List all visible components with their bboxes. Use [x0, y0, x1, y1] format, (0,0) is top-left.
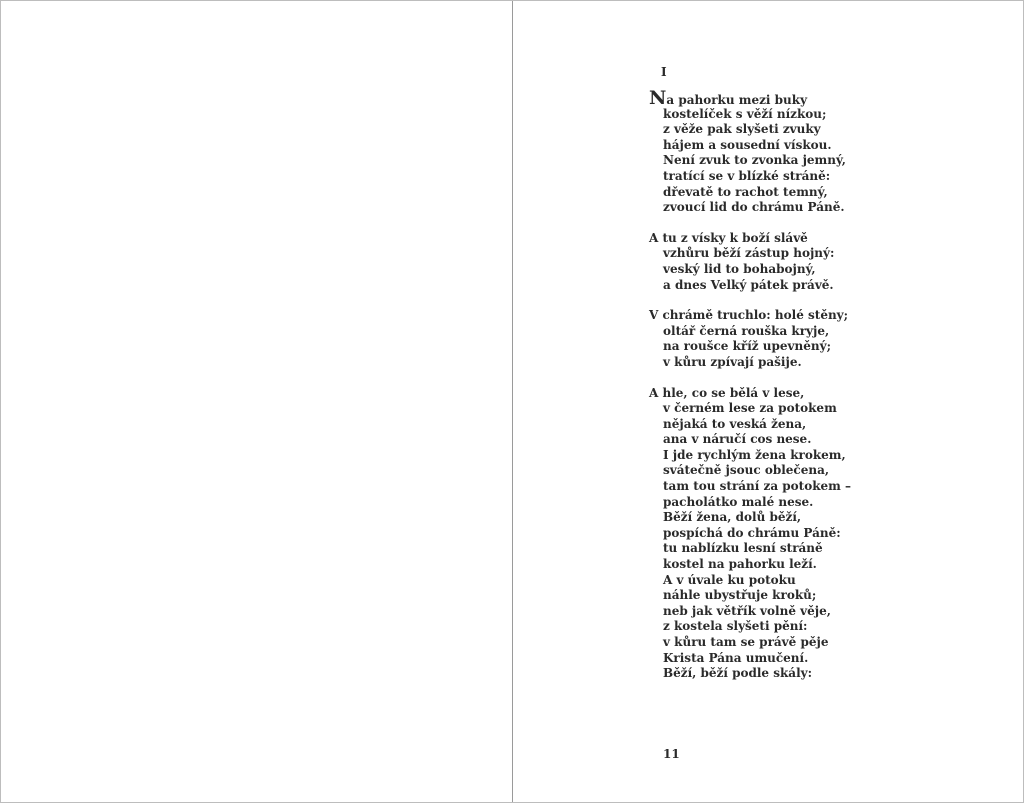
poem-line-text: tu nablízku lesní stráně [663, 541, 823, 556]
stanza [649, 87, 851, 216]
poem-line-text: oltář černá rouška kryje, [663, 323, 830, 338]
poem-line [649, 479, 851, 495]
poem-line [649, 169, 851, 185]
poem-line-text: V chrámě truchlo: holé stěny; [649, 308, 849, 323]
poem-line-text: a dnes Velký pátek právě. [663, 277, 834, 292]
poem-line [649, 495, 851, 511]
poem-line [649, 619, 851, 635]
poem-line-text: náhle ubystřuje kroků; [663, 588, 817, 603]
poem-line [649, 573, 851, 589]
poem-line-text: Běží, běží podle skály: [663, 666, 813, 681]
poem-line-text: dřevatě to rachot temný, [663, 184, 828, 199]
poem-line-text: pospíchá do chrámu Páně: [663, 525, 841, 540]
section-number: I [661, 65, 667, 79]
poem-line [649, 651, 851, 667]
poem-line [649, 448, 851, 464]
poem-line [649, 666, 851, 682]
poem-line [649, 355, 851, 371]
poem-line-text: kostel na pahorku leží. [663, 557, 817, 572]
poem-line [649, 541, 851, 557]
stanza [649, 308, 851, 370]
poem-line [649, 262, 851, 278]
stanza [649, 231, 851, 293]
poem-line-text: A hle, co se bělá v lese, [649, 385, 805, 400]
poem-line-text: vzhůru běží zástup hojný: [663, 246, 835, 261]
poem-line [649, 463, 851, 479]
poem-line-text: v černém lese za potokem [663, 401, 837, 416]
stanza [649, 386, 851, 682]
poem-line [649, 153, 851, 169]
right-page [513, 1, 1023, 802]
drop-cap: N [649, 87, 667, 109]
poem [649, 65, 851, 697]
poem-line [649, 200, 851, 216]
poem-line [649, 557, 851, 573]
left-page [1, 1, 512, 802]
poem-line-text: hájem a sousední vískou. [663, 137, 832, 152]
poem-line [649, 278, 851, 294]
poem-line [649, 432, 851, 448]
poem-line-text: tratící se v blízké stráně: [663, 168, 831, 183]
poem-line [649, 308, 851, 324]
poem-line [649, 604, 851, 620]
poem-line [649, 87, 851, 109]
poem-line [649, 138, 851, 154]
poem-line-text: Běží žena, dolů běží, [663, 510, 802, 525]
poem-line [649, 107, 851, 123]
stanzas [649, 87, 852, 682]
poem-line-text: v kůru tam se právě pěje [663, 635, 829, 649]
poem-line-text: nějaká to veská žena, [663, 416, 807, 431]
poem-line [649, 401, 851, 417]
poem-line-text: I jde rychlým žena krokem, [663, 447, 846, 462]
poem-line [649, 386, 851, 402]
poem-line-text: kostelíček s věží nízkou; [663, 106, 827, 121]
poem-line-text: tam tou strání za potokem – [663, 479, 852, 494]
poem-line [649, 417, 851, 433]
poem-line-text: veský lid to bohabojný, [663, 261, 816, 276]
poem-line [649, 231, 851, 247]
poem-line-text: neb jak větřík volně věje, [663, 603, 831, 618]
poem-line [649, 526, 851, 542]
poem-line-text: Není zvuk to zvonka jemný, [663, 153, 846, 168]
poem-line-text: na roušce kříž upevněný; [663, 339, 831, 354]
poem-line [649, 324, 851, 340]
poem-line-text: v kůru zpívají pašije. [663, 354, 802, 369]
poem-line [649, 185, 851, 201]
poem-line-text: A tu z vísky k boží slávě [649, 230, 808, 245]
poem-line-text: z kostela slyšeti pění: [663, 619, 808, 634]
poem-line-text: Krista Pána umučení. [663, 650, 809, 665]
poem-line [649, 635, 851, 651]
poem-line-text: ana v náručí cos nese. [663, 432, 812, 447]
poem-line-text: zvoucí lid do chrámu Páně. [663, 200, 845, 215]
poem-line [649, 122, 851, 138]
poem-line-text: z věže pak slyšeti zvuky [663, 122, 821, 137]
poem-line-text: A v úvale ku potoku [663, 572, 796, 587]
page-number: 11 [663, 747, 680, 761]
poem-line [649, 510, 851, 526]
poem-line [649, 588, 851, 604]
poem-line [649, 246, 851, 262]
poem-line [649, 339, 851, 355]
poem-line-text: svátečně jsouc oblečena, [663, 463, 830, 478]
poem-line-text: pacholátko malé nese. [663, 494, 814, 509]
poem-line-text: a pahorku mezi buky [666, 93, 808, 107]
